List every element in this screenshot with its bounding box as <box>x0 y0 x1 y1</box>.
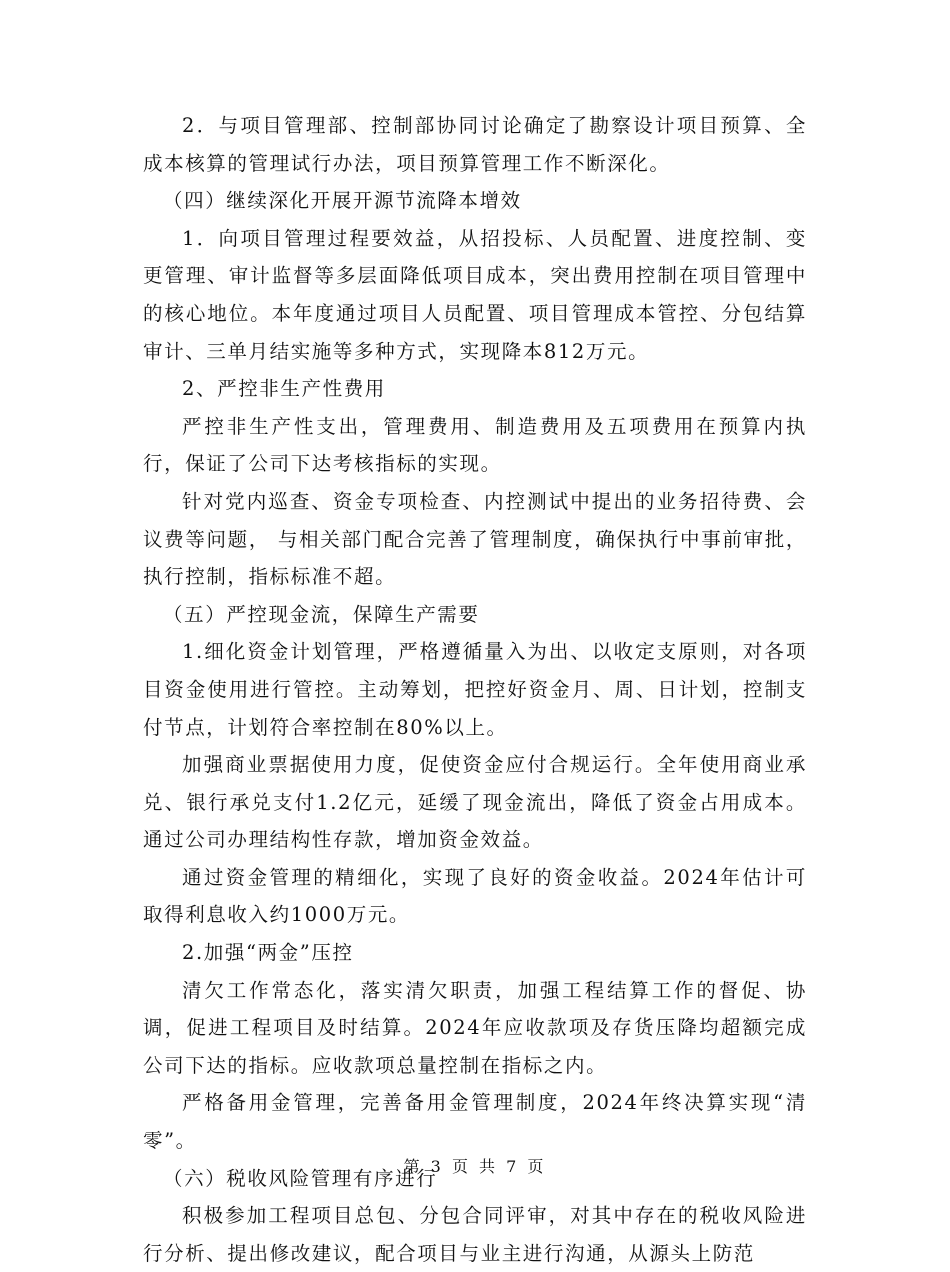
paragraph: 2、严控非生产性费用 <box>182 377 386 401</box>
paragraph: 针对党内巡查、资金专项检查、内控测试中提出的业务招待费、会议费等问题， 与相关部门配合完善了管理制度，确保执行中事前审批，执行控制，指标标准不超。 <box>143 489 807 589</box>
paragraph: 严格备用金管理，完善备用金管理制度，2024年终决算实现“清零”。 <box>143 1091 807 1153</box>
paragraph: 清欠工作常态化，落实清欠职责，加强工程结算工作的督促、协调，促进工程项目及时结算。2024年应收款项及存货压降均超额完成公司下达的指标。应收款项总量控制在指标之内。 <box>143 978 807 1077</box>
paragraph: 加强商业票据使用力度，促使资金应付合规运行。全年使用商业承兑、银行承兑支付1.2亿元，延缓了现金流出，降低了资金占用成本。通过公司办理结构性存款，增加资金效益。 <box>143 753 807 852</box>
document-body <box>143 107 807 1272</box>
paragraph: 严控非生产性支出，管理费用、制造费用及五项费用在预算内执行，保证了公司下达考核指标的实现。 <box>143 414 807 476</box>
page-number-footer: 第 3 页 共 7 页 <box>403 1157 547 1176</box>
section-heading: （五）严控现金流，保障生产需要 <box>163 602 480 626</box>
paragraph: 2．与项目管理部、控制部协同讨论确定了勘察设计项目预算、全成本核算的管理试行办法，项目预算管理工作不断深化。 <box>143 114 807 175</box>
section-heading: （四）继续深化开展开源节流降本增效 <box>163 189 522 213</box>
paragraph: 2.加强“两金”压控 <box>182 941 354 965</box>
paragraph: 1．向项目管理过程要效益，从招投标、人员配置、进度控制、变更管理、审计监督等多层面降低项目成本，突出费用控制在项目管理中的核心地位。本年度通过项目人员配置、项目管理成本管控、分包结算审计、三单月结实施等多种方式，实现降本812万元。 <box>143 226 807 363</box>
paragraph: 1.细化资金计划管理，严格遵循量入为出、以收定支原则，对各项目资金使用进行管控。主动筹划，把控好资金月、周、日计划，控制支付节点，计划符合率控制在80%以上。 <box>143 640 807 739</box>
paragraph: 通过资金管理的精细化，实现了良好的资金收益。2024年估计可取得利息收入约1000万元。 <box>143 865 807 927</box>
paragraph: 积极参加工程项目总包、分包合同评审，对其中存在的税收风险进行分析、提出修改建议，配合项目与业主进行沟通，从源头上防范 <box>143 1204 807 1265</box>
section-heading: （六）税收风险管理有序进行 <box>163 1166 438 1190</box>
